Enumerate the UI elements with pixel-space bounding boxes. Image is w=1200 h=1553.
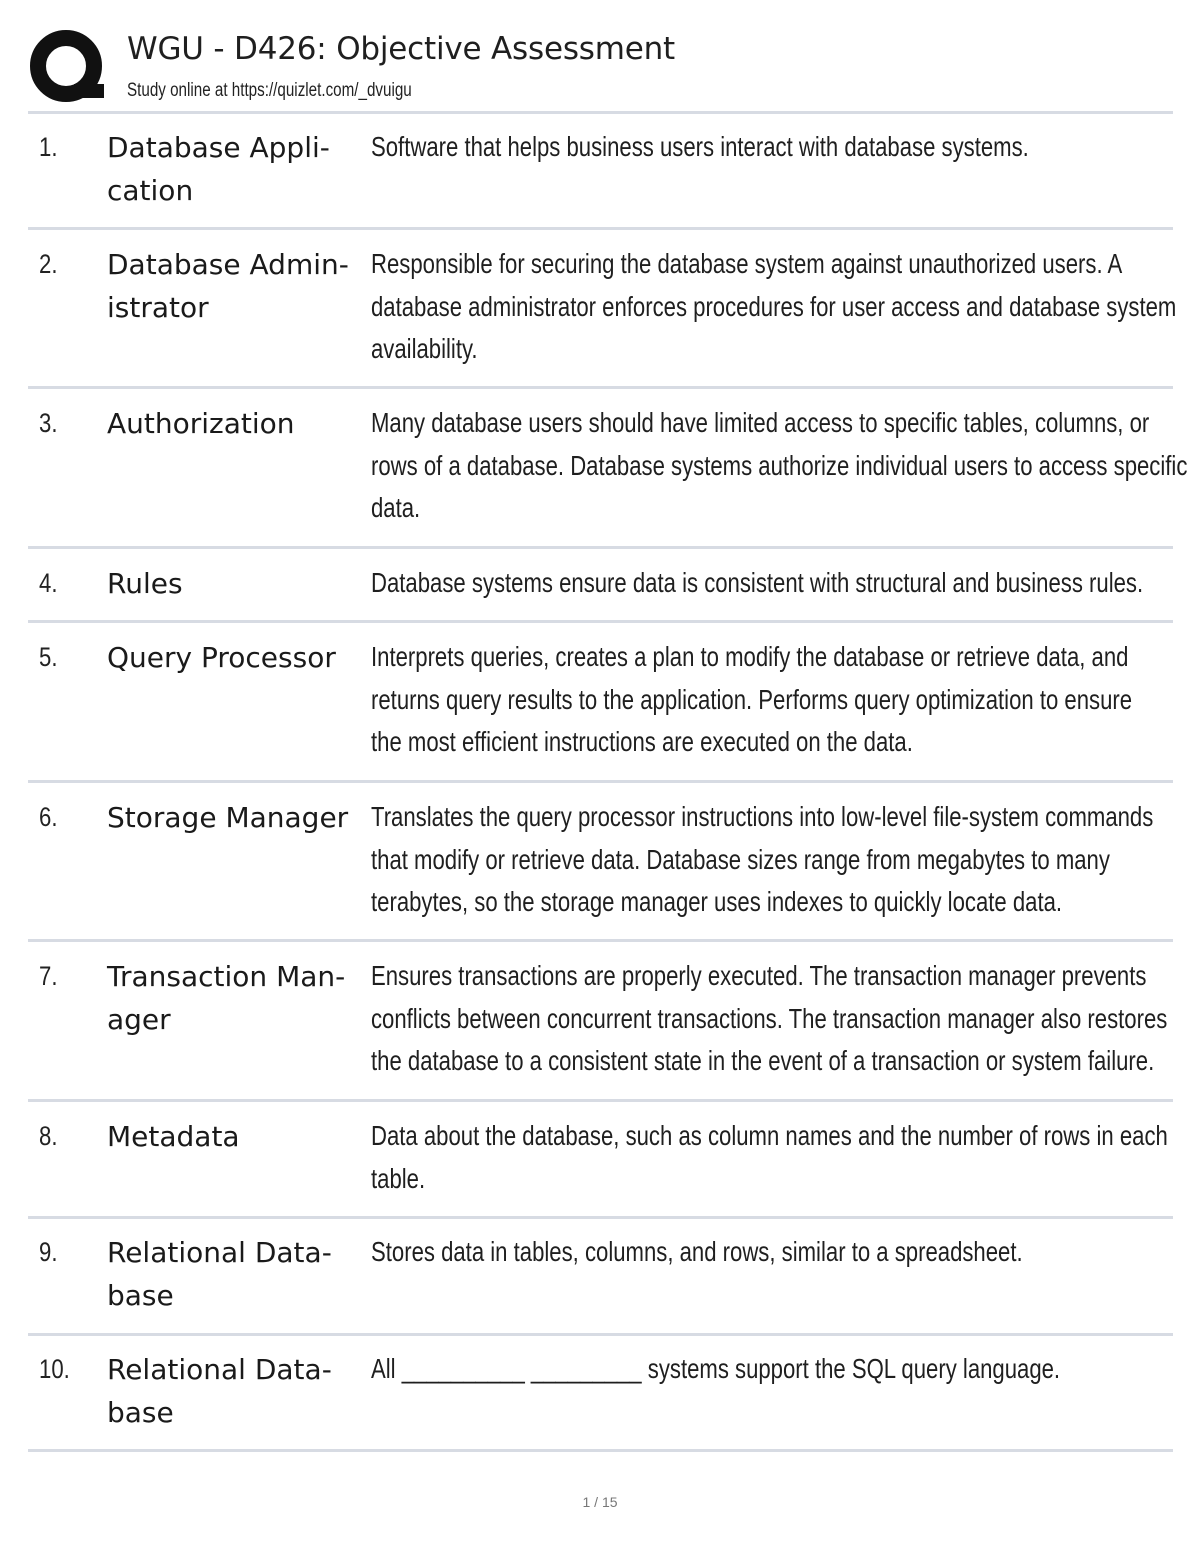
quizlet-q-logo-icon xyxy=(28,28,108,108)
divider xyxy=(28,386,1173,389)
divider xyxy=(28,1449,1173,1452)
divider xyxy=(28,939,1173,942)
card-number: 6. xyxy=(39,802,58,832)
card-definition: Software that helps business users interact with database systems. xyxy=(371,131,1029,162)
card-number: 10. xyxy=(39,1354,70,1384)
card-term: Authorization xyxy=(107,407,295,440)
divider xyxy=(28,1333,1173,1336)
page-number: 1 / 15 xyxy=(582,1494,618,1510)
card-number: 7. xyxy=(39,961,58,991)
card-term: Storage Manager xyxy=(107,801,349,834)
card-definition: All __________ _________ systems support the SQL query language. xyxy=(371,1353,1061,1384)
divider xyxy=(28,227,1173,230)
card-term: Metadata xyxy=(107,1120,240,1153)
card-definition: Ensures transactions are properly executed. The transaction manager prevents conflicts between concurrent transactions. The transaction manager also restores the database to a consistent state in the event of a transaction or system failure. xyxy=(371,960,1168,1076)
card-number: 8. xyxy=(39,1121,58,1151)
card-definition: Database systems ensure data is consistent with structural and business rules. xyxy=(371,567,1144,598)
card-number: 1. xyxy=(39,132,58,162)
divider xyxy=(28,111,1173,114)
card-definition: Stores data in tables, columns, and rows, similar to a spreadsheet. xyxy=(371,1236,1023,1267)
divider xyxy=(28,620,1173,623)
divider xyxy=(28,546,1173,549)
card-number: 5. xyxy=(39,642,58,672)
card-term: Relational Data- base xyxy=(107,1353,332,1429)
card-definition: Translates the query processor instructions into low-level file-system commands that modify or retrieve data. Database sizes range from megabytes to many terabytes, so the storage manager uses indexes to quickly locate data. xyxy=(371,801,1154,917)
card-term: Rules xyxy=(107,567,183,600)
card-term: Database Admin- istrator xyxy=(107,248,349,324)
card-number: 2. xyxy=(39,249,58,279)
card-definition: Many database users should have limited access to specific tables, columns, or rows of a database. Database systems authorize individual users to access specific data. xyxy=(371,407,1188,523)
divider xyxy=(28,1216,1173,1219)
card-definition: Interprets queries, creates a plan to modify the database or retrieve data, and returns query results to the application. Performs query optimization to ensure the most efficient instructions are executed on the data. xyxy=(371,641,1133,757)
card-term: Relational Data- base xyxy=(107,1236,332,1312)
card-number: 4. xyxy=(39,568,58,598)
card-term: Query Processor xyxy=(107,641,336,674)
card-term: Transaction Man- ager xyxy=(107,960,346,1036)
divider xyxy=(28,780,1173,783)
card-definition: Data about the database, such as column names and the number of rows in each table. xyxy=(371,1120,1168,1194)
divider xyxy=(28,1099,1173,1102)
page-title: WGU - D426: Objective Assessment xyxy=(127,31,675,67)
card-number: 3. xyxy=(39,408,58,438)
card-definition: Responsible for securing the database system against unauthorized users. A database administrator enforces procedures for user access and database system availability. xyxy=(371,248,1177,364)
card-number: 9. xyxy=(39,1237,58,1267)
study-online-link[interactable]: Study online at https://quizlet.com/_dvuigu xyxy=(127,80,412,101)
card-term: Database Appli- cation xyxy=(107,131,330,207)
